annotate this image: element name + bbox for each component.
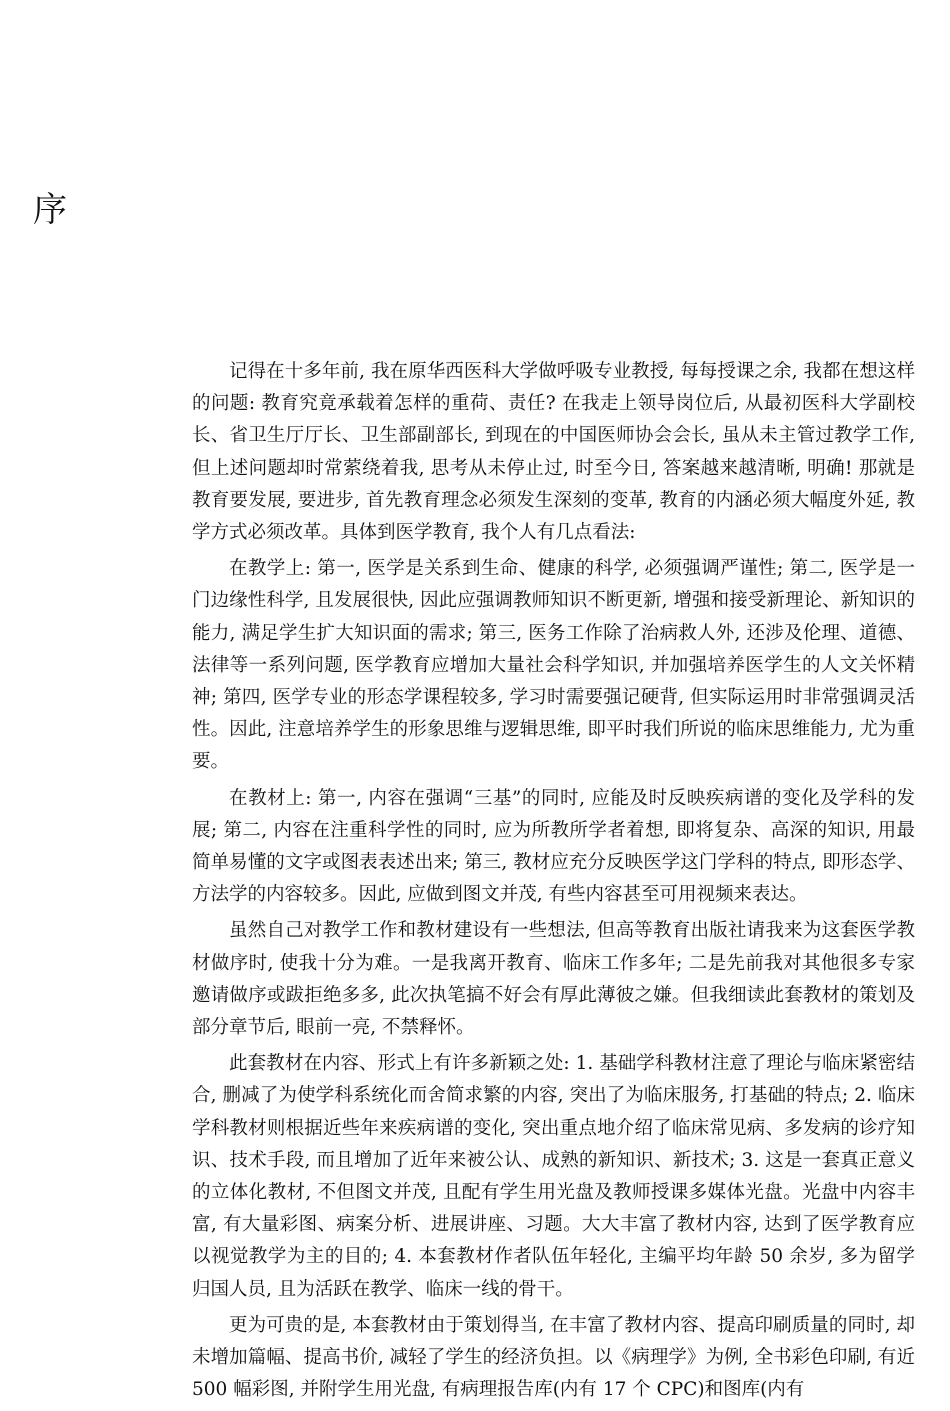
paragraph-5: 此套教材在内容、形式上有许多新颖之处: 1. 基础学科教材注意了理论与临床紧密结合, 删减了为使学科系统化而舍简求繁的内容, 突出了为临床服务, 打基础的特点; 2. 临床学科教材则根据近些年来疾病谱的变化, 突出重点地介绍了临床常见病、多发病的诊疗知识、技术手段, 而且增加了近年来被公认、成熟的新知识、新技术; 3. 这是一套真正意义的立体化教材, 不但图文并茂, 且配有学生用光盘及教师授课多媒体光盘。光盘中内容丰富, 有大量彩图、病案分析、进展讲座、习题。大大丰富了教材内容, 达到了医学教育应以视觉教学为主的目的; 4. 本套教材作者队伍年轻化, 主编平均年龄 50 余岁, 多为留学归国人员, 且为活跃在教学、临床一线的骨干。 <box>192 1053 915 1300</box>
paragraph-3: 在教材上: 第一, 内容在强调“三基”的同时, 应能及时反映疾病谱的变化及学科的发展; 第二, 内容在注重科学性的同时, 应为所教所学者着想, 即将复杂、高深的知识, 用最简单易懂的文字或图表表述出来; 第三, 教材应充分反映医学这门学科的特点, 即形态学、方法学的内容较多。因此, 应做到图文并茂, 有些内容甚至可用视频来表达。 <box>192 787 915 906</box>
page-title: 序 <box>33 190 67 230</box>
paragraph-6: 更为可贵的是, 本套教材由于策划得当, 在丰富了教材内容、提高印刷质量的同时, 却未增加篇幅、提高书价, 减轻了学生的经济负担。以《病理学》为例, 全书彩色印刷, 有近 500 幅彩图, 并附学生用光盘, 有病理报告库(内有 17 个 CPC)和图库(内有 <box>192 1314 915 1401</box>
paragraph-1: 记得在十多年前, 我在原华西医科大学做呼吸专业教授, 每每授课之余, 我都在想这样的问题: 教育究竟承载着怎样的重荷、责任? 在我走上领导岗位后, 从最初医科大学副校长、省卫生厅厅长、卫生部副部长, 到现在的中国医师协会会长, 虽从未主管过教学工作, 但上述问题却时常萦绕着我, 思考从未停止过, 时至今日, 答案越来越清晰, 明确! 那就是教育要发展, 要进步, 首先教育理念必须发生深刻的变革, 教育的内涵必须大幅度外延, 教学方式必须改革。具体到医学教育, 我个人有几点看法: <box>192 361 915 544</box>
paragraph-4: 虽然自己对教学工作和教材建设有一些想法, 但高等教育出版社请我来为这套医学教材做序时, 使我十分为难。一是我离开教育、临床工作多年; 二是先前我对其他很多专家邀请做序或跋拒绝多多, 此次执笔搞不好会有厚此薄彼之嫌。但我细读此套教材的策划及部分章节后, 眼前一亮, 不禁释怀。 <box>192 920 915 1039</box>
preface-body <box>192 356 915 1411</box>
paragraph-2: 在教学上: 第一, 医学是关系到生命、健康的科学, 必须强调严谨性; 第二, 医学是一门边缘性科学, 且发展很快, 因此应强调教师知识不断更新, 增强和接受新理论、新知识的能力, 满足学生扩大知识面的需求; 第三, 医务工作除了治病救人外, 还涉及伦理、道德、法律等一系列问题, 医学教育应增加大量社会科学知识, 并加强培养医学生的人文关怀精神; 第四, 医学专业的形态学课程较多, 学习时需要强记硬背, 但实际运用时非常强调灵活性。因此, 注意培养学生的形象思维与逻辑思维, 即平时我们所说的临床思维能力, 尤为重要。 <box>192 558 915 773</box>
